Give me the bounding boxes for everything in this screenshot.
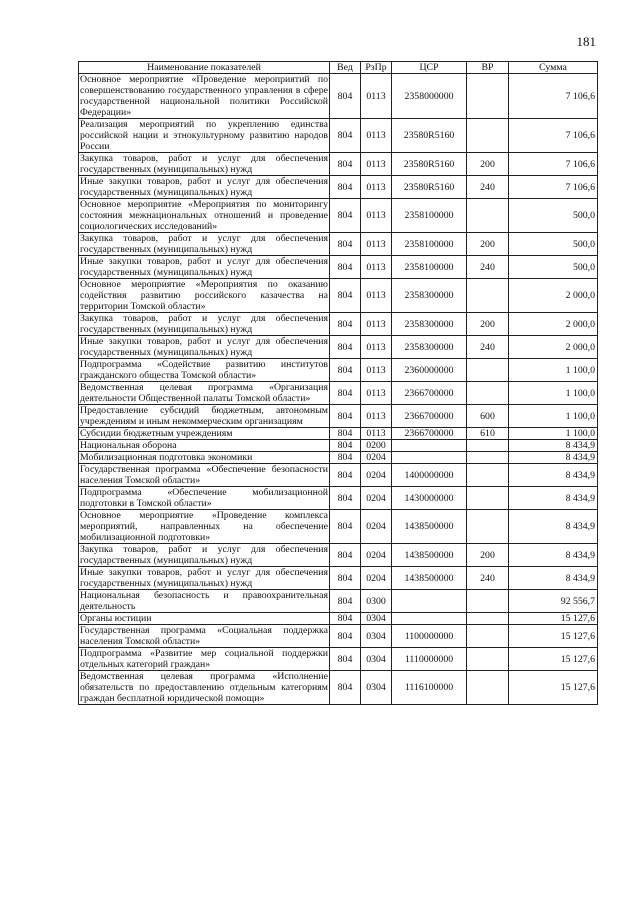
cell-vr (467, 671, 509, 705)
cell-vr (467, 119, 509, 153)
cell-csr: 1438500000 (392, 567, 467, 590)
cell-csr: 2358300000 (392, 313, 467, 336)
header-vr: ВР (467, 62, 509, 74)
cell-rzpr: 0304 (361, 625, 392, 648)
header-ved: Вед (330, 62, 361, 74)
cell-sum: 15 127,6 (509, 671, 598, 705)
header-csr: ЦСР (392, 62, 467, 74)
cell-rzpr: 0304 (361, 648, 392, 671)
table-row (79, 153, 598, 176)
table-row (79, 119, 598, 153)
cell-sum: 1 100,0 (509, 382, 598, 405)
cell-sum: 8 434,9 (509, 464, 598, 487)
cell-rzpr: 0204 (361, 510, 392, 544)
cell-rzpr: 0113 (361, 313, 392, 336)
cell-csr: 23580R5160 (392, 176, 467, 199)
cell-ved: 804 (330, 452, 361, 464)
cell-name: Ведомственная целевая программа «Организация деятельности Общественной палаты Томской области» (80, 382, 328, 404)
cell-ved: 804 (330, 544, 361, 567)
cell-csr: 1400000000 (392, 464, 467, 487)
cell-rzpr: 0113 (361, 336, 392, 359)
table-row (79, 313, 598, 336)
cell-sum: 7 106,6 (509, 153, 598, 176)
table-row (79, 510, 598, 544)
cell-vr (467, 359, 509, 382)
table-row (79, 74, 598, 119)
cell-sum: 500,0 (509, 199, 598, 233)
cell-vr: 240 (467, 256, 509, 279)
cell-rzpr: 0204 (361, 452, 392, 464)
cell-name: Иные закупки товаров, работ и услуг для обеспечения государственных (муниципальных) нужд (80, 336, 328, 358)
cell-sum: 8 434,9 (509, 487, 598, 510)
cell-ved: 804 (330, 336, 361, 359)
cell-name: Государственная программа «Социальная поддержка населения Томской области» (80, 625, 328, 647)
cell-sum: 8 434,9 (509, 567, 598, 590)
cell-ved: 804 (330, 74, 361, 119)
cell-csr (392, 452, 467, 464)
cell-sum: 7 106,6 (509, 119, 598, 153)
cell-csr: 1110000000 (392, 648, 467, 671)
cell-rzpr: 0113 (361, 382, 392, 405)
cell-name: Закупка товаров, работ и услуг для обеспечения государственных (муниципальных) нужд (80, 313, 328, 335)
cell-rzpr: 0113 (361, 199, 392, 233)
cell-ved: 804 (330, 199, 361, 233)
cell-name: Подпрограмма «Содействие развитию институтов гражданского общества Томской области» (80, 359, 328, 381)
cell-sum: 2 000,0 (509, 336, 598, 359)
cell-vr (467, 382, 509, 405)
cell-sum: 8 434,9 (509, 452, 598, 464)
cell-vr (467, 74, 509, 119)
cell-csr (392, 590, 467, 613)
cell-rzpr: 0204 (361, 487, 392, 510)
table-row (79, 428, 598, 440)
cell-vr (467, 625, 509, 648)
cell-csr: 2366700000 (392, 428, 467, 440)
cell-ved: 804 (330, 119, 361, 153)
cell-sum: 500,0 (509, 233, 598, 256)
cell-name: Иные закупки товаров, работ и услуг для обеспечения государственных (муниципальных) нужд (80, 567, 328, 589)
table-row (79, 464, 598, 487)
cell-ved: 804 (330, 487, 361, 510)
cell-csr: 2358100000 (392, 199, 467, 233)
cell-name: Национальная безопасность и правоохранительная деятельность (80, 590, 328, 612)
cell-csr (392, 613, 467, 625)
cell-ved: 804 (330, 176, 361, 199)
cell-csr: 2366700000 (392, 405, 467, 428)
cell-csr: 1100000000 (392, 625, 467, 648)
table-row (79, 625, 598, 648)
cell-sum: 2 000,0 (509, 313, 598, 336)
cell-ved: 804 (330, 567, 361, 590)
cell-rzpr: 0113 (361, 405, 392, 428)
cell-ved: 804 (330, 233, 361, 256)
cell-vr (467, 510, 509, 544)
cell-name: Подпрограмма «Обеспечение мобилизационной подготовки в Томской области» (80, 487, 328, 509)
cell-rzpr: 0304 (361, 671, 392, 705)
cell-rzpr: 0113 (361, 428, 392, 440)
cell-ved: 804 (330, 256, 361, 279)
cell-rzpr: 0113 (361, 233, 392, 256)
table-row (79, 452, 598, 464)
table-row (79, 359, 598, 382)
cell-name: Основное мероприятие «Проведение мероприятий по совершенствованию государственного управления в сфере государственной национальной политики Российской Федерации» (80, 74, 328, 118)
table-row (79, 671, 598, 705)
table-row (79, 567, 598, 590)
cell-name: Закупка товаров, работ и услуг для обеспечения государственных (муниципальных) нужд (80, 544, 328, 566)
cell-ved: 804 (330, 648, 361, 671)
cell-name: Иные закупки товаров, работ и услуг для обеспечения государственных (муниципальных) нужд (80, 176, 328, 198)
cell-csr: 2358300000 (392, 279, 467, 313)
cell-name: Основное мероприятие «Мероприятия по мониторингу состояния межнациональных отношений и проведение социологических исследований» (80, 199, 328, 232)
table-row (79, 279, 598, 313)
header-sum: Сумма (509, 62, 598, 74)
cell-rzpr: 0113 (361, 279, 392, 313)
cell-rzpr: 0113 (361, 119, 392, 153)
cell-name: Мобилизационная подготовка экономики (79, 452, 330, 464)
cell-vr: 240 (467, 176, 509, 199)
page-number: 181 (576, 34, 596, 49)
cell-name: Национальная оборона (79, 440, 330, 452)
table-row (79, 648, 598, 671)
cell-name: Предоставление субсидий бюджетным, автономным учреждениям и иным некоммерческим организациям (80, 405, 328, 427)
table-row (79, 613, 598, 625)
cell-vr (467, 440, 509, 452)
cell-vr (467, 464, 509, 487)
cell-csr: 2358000000 (392, 74, 467, 119)
cell-csr: 2358100000 (392, 256, 467, 279)
cell-vr (467, 613, 509, 625)
cell-rzpr: 0113 (361, 74, 392, 119)
table-body (79, 74, 598, 705)
cell-name: Субсидии бюджетным учреждениям (79, 428, 330, 440)
cell-vr (467, 648, 509, 671)
cell-vr: 240 (467, 336, 509, 359)
cell-csr: 1116100000 (392, 671, 467, 705)
cell-rzpr: 0204 (361, 567, 392, 590)
table-row (79, 336, 598, 359)
cell-ved: 804 (330, 405, 361, 428)
cell-name: Государственная программа «Обеспечение безопасности населения Томской области» (80, 464, 328, 486)
cell-name: Закупка товаров, работ и услуг для обеспечения государственных (муниципальных) нужд (80, 233, 328, 255)
cell-name: Закупка товаров, работ и услуг для обеспечения государственных (муниципальных) нужд (80, 153, 328, 175)
cell-ved: 804 (330, 359, 361, 382)
cell-rzpr: 0304 (361, 613, 392, 625)
cell-ved: 804 (330, 440, 361, 452)
cell-csr: 2358300000 (392, 336, 467, 359)
cell-rzpr: 0300 (361, 590, 392, 613)
cell-ved: 804 (330, 382, 361, 405)
cell-csr: 1438500000 (392, 544, 467, 567)
cell-name: Подпрограмма «Развитие мер социальной поддержки отдельных категорий граждан» (80, 648, 328, 670)
cell-ved: 804 (330, 510, 361, 544)
cell-sum: 500,0 (509, 256, 598, 279)
cell-vr: 200 (467, 233, 509, 256)
cell-sum: 8 434,9 (509, 440, 598, 452)
table-row (79, 544, 598, 567)
cell-sum: 1 100,0 (509, 359, 598, 382)
cell-csr: 2358100000 (392, 233, 467, 256)
cell-vr: 200 (467, 153, 509, 176)
cell-csr: 23580R5160 (392, 119, 467, 153)
cell-sum: 8 434,9 (509, 544, 598, 567)
cell-sum: 15 127,6 (509, 613, 598, 625)
cell-sum: 7 106,6 (509, 176, 598, 199)
cell-ved: 804 (330, 153, 361, 176)
header-rzpr: РзПр (361, 62, 392, 74)
cell-sum: 1 100,0 (509, 428, 598, 440)
cell-csr: 2366700000 (392, 382, 467, 405)
cell-rzpr: 0113 (361, 176, 392, 199)
cell-ved: 804 (330, 279, 361, 313)
cell-ved: 804 (330, 671, 361, 705)
cell-name: Органы юстиции (79, 613, 330, 625)
cell-rzpr: 0113 (361, 153, 392, 176)
cell-name: Реализация мероприятий по укреплению единства российской нации и этнокультурному развитию народов России (80, 119, 328, 152)
cell-ved: 804 (330, 313, 361, 336)
cell-vr: 200 (467, 313, 509, 336)
cell-name: Основное мероприятие «Мероприятия по оказанию содействия развитию российского казачества на территории Томской области» (80, 279, 328, 312)
cell-name: Основное мероприятие «Проведение комплекса мероприятий, направленных на обеспечение мобилизационной подготовки» (80, 510, 328, 543)
cell-sum: 8 434,9 (509, 510, 598, 544)
table-row (79, 256, 598, 279)
cell-rzpr: 0204 (361, 544, 392, 567)
cell-csr: 1438500000 (392, 510, 467, 544)
cell-vr: 610 (467, 428, 509, 440)
cell-vr: 240 (467, 567, 509, 590)
cell-vr: 600 (467, 405, 509, 428)
cell-rzpr: 0113 (361, 256, 392, 279)
cell-sum: 92 556,7 (509, 590, 598, 613)
cell-vr (467, 590, 509, 613)
cell-vr (467, 487, 509, 510)
cell-name: Ведомственная целевая программа «Исполнение обязательств по предоставлению отдельным категориям граждан бесплатной юридической помощи» (80, 671, 328, 704)
cell-vr (467, 199, 509, 233)
table-row (79, 487, 598, 510)
cell-sum: 7 106,6 (509, 74, 598, 119)
table-row (79, 590, 598, 613)
cell-ved: 804 (330, 590, 361, 613)
cell-rzpr: 0200 (361, 440, 392, 452)
table-row (79, 176, 598, 199)
cell-csr (392, 440, 467, 452)
cell-ved: 804 (330, 428, 361, 440)
cell-ved: 804 (330, 464, 361, 487)
cell-name: Иные закупки товаров, работ и услуг для обеспечения государственных (муниципальных) нужд (80, 256, 328, 278)
cell-rzpr: 0204 (361, 464, 392, 487)
cell-csr: 1430000000 (392, 487, 467, 510)
header-name: Наименование показателей (79, 62, 330, 74)
table-row (79, 199, 598, 233)
budget-table (78, 61, 598, 705)
table-row (79, 405, 598, 428)
cell-csr: 23580R5160 (392, 153, 467, 176)
cell-sum: 15 127,6 (509, 648, 598, 671)
cell-sum: 1 100,0 (509, 405, 598, 428)
table-row (79, 382, 598, 405)
table-row (79, 233, 598, 256)
cell-ved: 804 (330, 613, 361, 625)
cell-sum: 2 000,0 (509, 279, 598, 313)
cell-sum: 15 127,6 (509, 625, 598, 648)
table-header-row (79, 62, 598, 74)
cell-ved: 804 (330, 625, 361, 648)
cell-csr: 2360000000 (392, 359, 467, 382)
cell-vr (467, 452, 509, 464)
table-row (79, 440, 598, 452)
cell-vr: 200 (467, 544, 509, 567)
cell-vr (467, 279, 509, 313)
cell-rzpr: 0113 (361, 359, 392, 382)
